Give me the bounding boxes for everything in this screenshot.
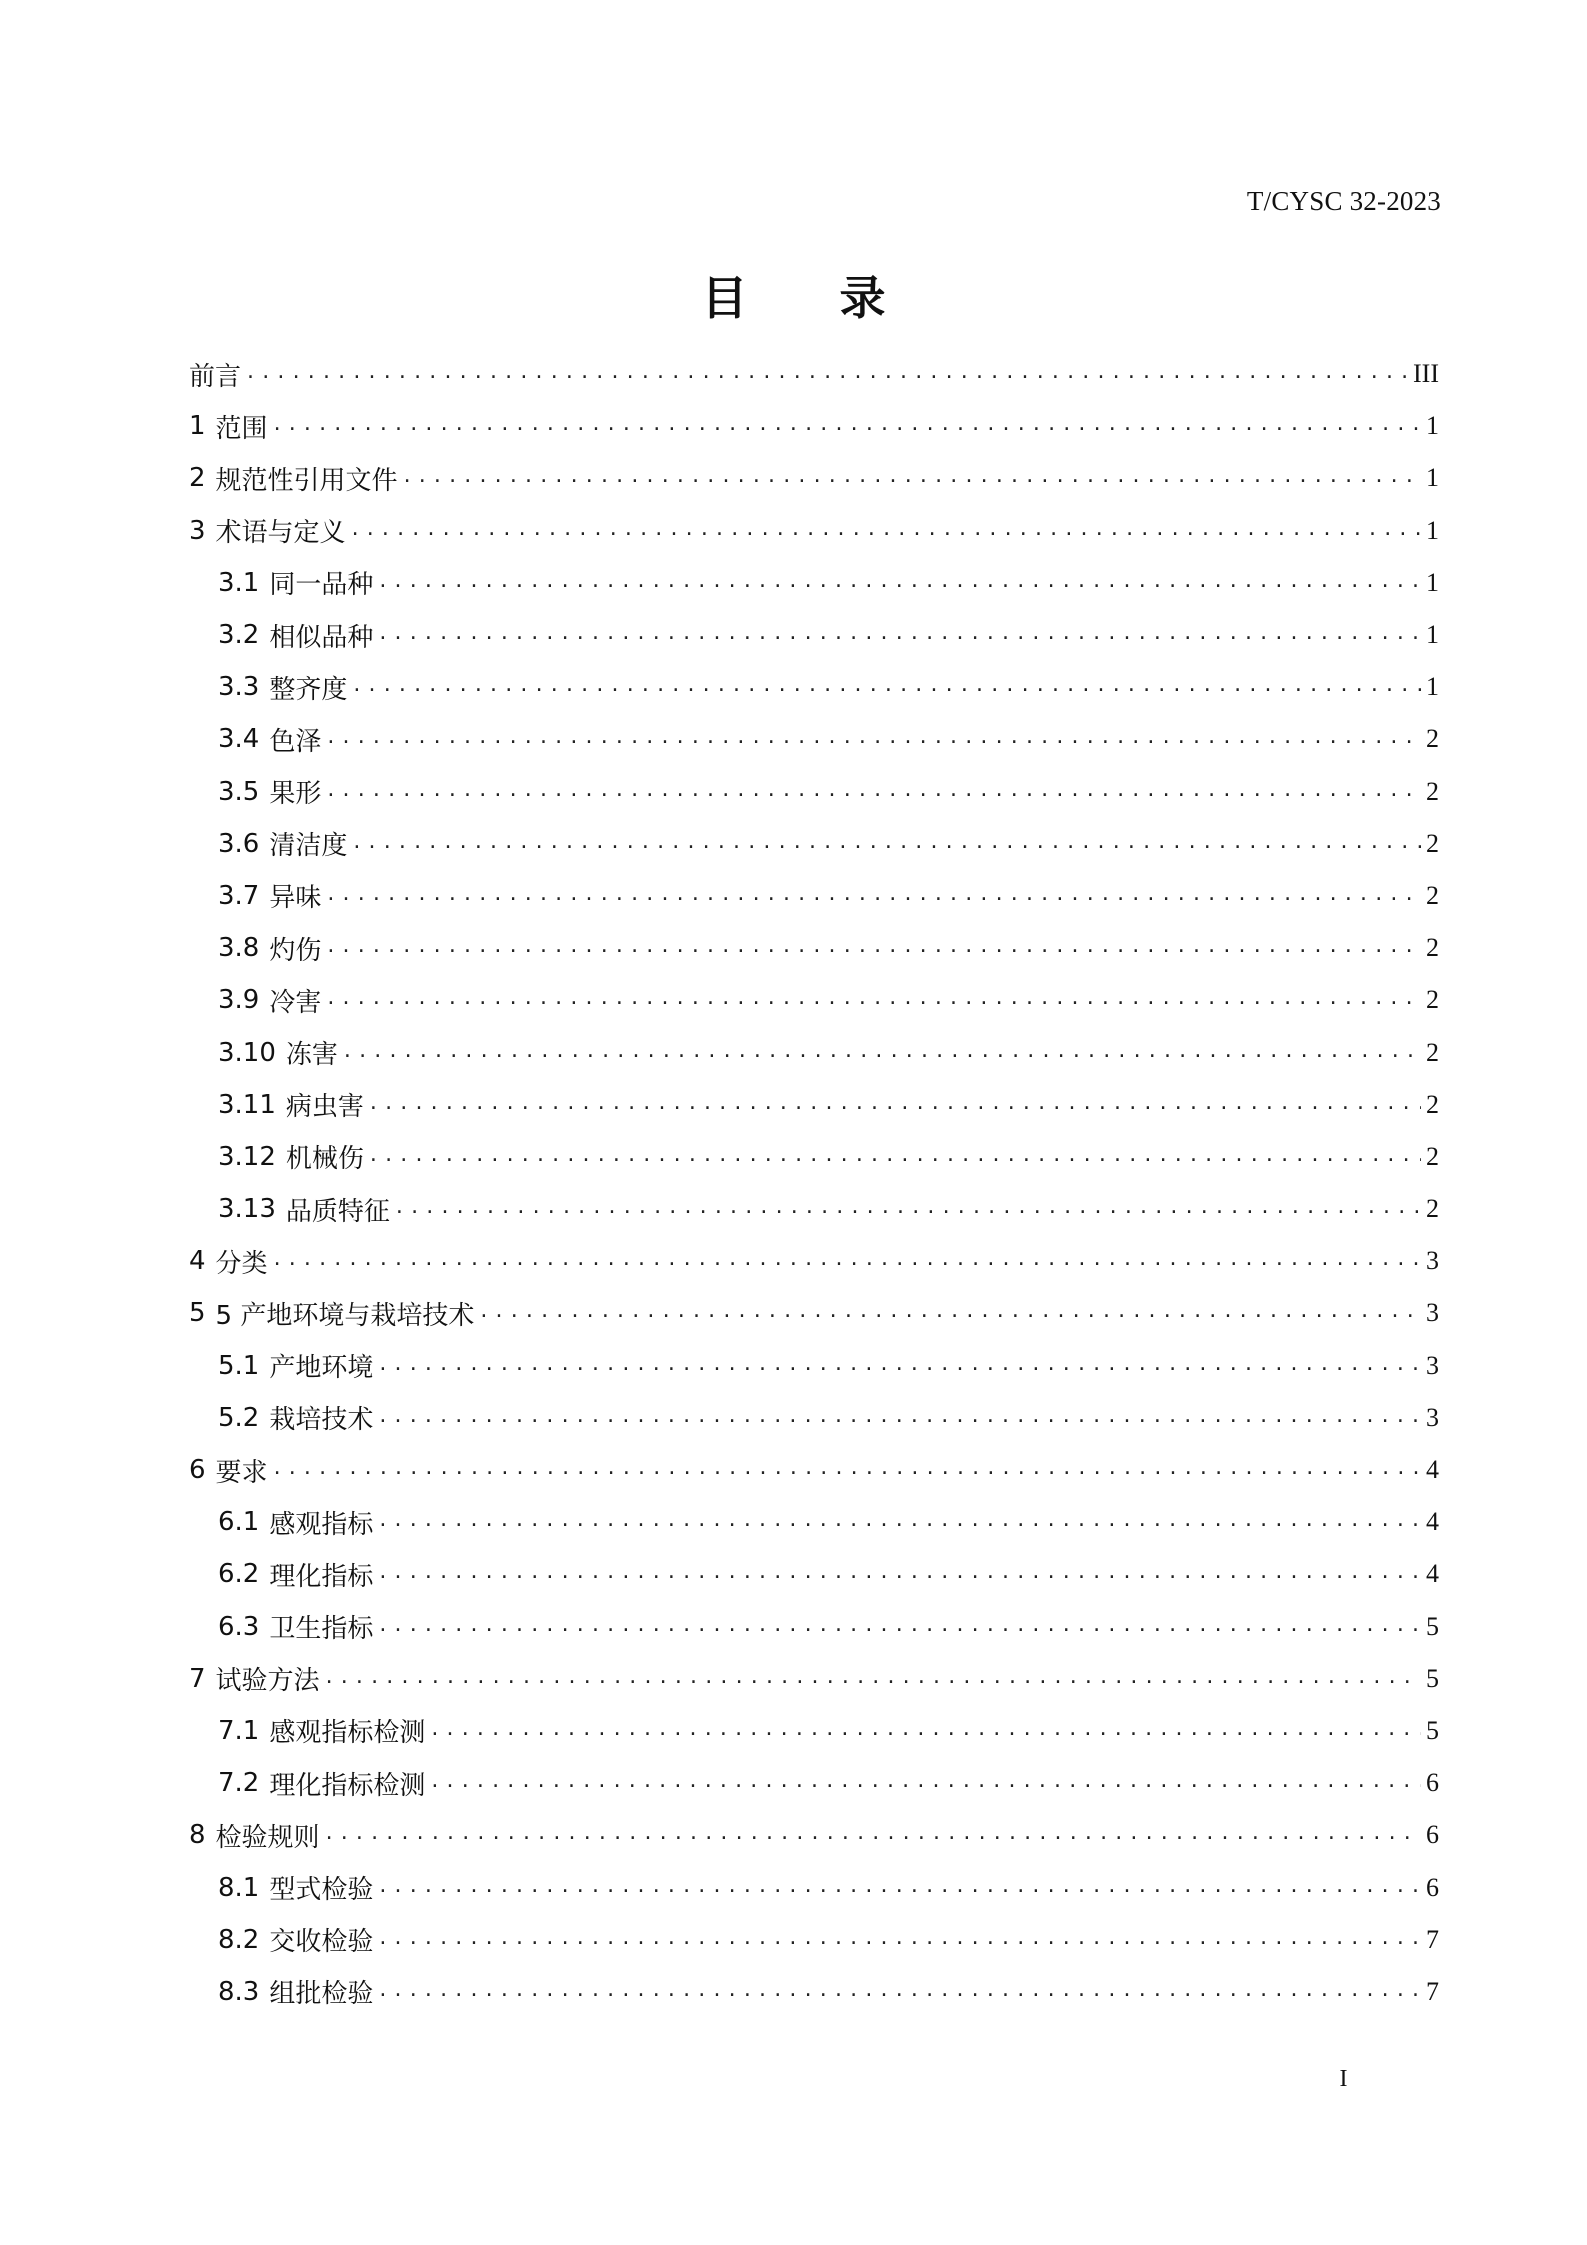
toc-entry[interactable] (189, 1392, 1439, 1444)
toc-entry[interactable] (189, 1496, 1439, 1548)
toc-entry-page: 6 (1426, 1872, 1439, 1902)
toc-entry-number: 3.2 (218, 620, 260, 651)
toc-entry-page: 2 (1426, 985, 1439, 1015)
toc-entry-label: 同一品种 (269, 570, 374, 601)
toc-entry-page: 4 (1426, 1455, 1439, 1485)
toc-entry-label: 冷害 (269, 987, 322, 1018)
toc-entry[interactable] (189, 452, 1439, 504)
toc-entry[interactable] (189, 1444, 1439, 1496)
toc-entry-page: 5 (1426, 1663, 1439, 1693)
toc-entry[interactable] (189, 1131, 1439, 1183)
toc-entry-page: 3 (1426, 1246, 1439, 1276)
toc-entry-page: 5 (1426, 1611, 1439, 1641)
toc-entry[interactable] (189, 1861, 1439, 1913)
toc-entry[interactable] (189, 348, 1439, 400)
toc-entry-number: 4 (189, 1246, 206, 1277)
dot-leader (326, 1820, 1421, 1850)
toc-entry[interactable] (189, 1809, 1439, 1861)
toc-entry-page: 1 (1426, 463, 1439, 493)
toc-entry-page: 3 (1426, 1350, 1439, 1380)
toc-entry-page: 2 (1426, 1194, 1439, 1224)
toc-entry-number: 3.13 (218, 1194, 276, 1225)
toc-entry-label: 异味 (269, 883, 322, 914)
toc-entry-label: 果形 (269, 779, 322, 810)
toc-entry-label: 色泽 (269, 726, 322, 757)
dot-leader (379, 620, 1421, 650)
toc-title: 目 录 (701, 271, 924, 325)
toc-entry-label: 感观指标 (269, 1509, 374, 1540)
toc-entry-page: 4 (1426, 1559, 1439, 1589)
toc-entry-number: 7.2 (218, 1768, 260, 1799)
toc-entry-number: 8.1 (218, 1872, 260, 1903)
toc-entry-number: 6.3 (218, 1611, 260, 1642)
dot-leader (379, 1977, 1421, 2007)
toc-entry[interactable] (189, 1026, 1439, 1078)
toc-entry-page: 2 (1426, 1037, 1439, 1067)
dot-leader (352, 516, 1421, 546)
dot-leader (379, 1403, 1421, 1433)
dot-leader (274, 1246, 1421, 1276)
toc-entry[interactable] (189, 661, 1439, 713)
dot-leader (327, 933, 1421, 963)
dot-leader (326, 1664, 1421, 1694)
dot-leader (353, 829, 1421, 859)
toc-entry-page: 7 (1426, 1924, 1439, 1954)
toc-entry-label: 卫生指标 (269, 1614, 374, 1645)
toc-entry-label: 规范性引用文件 (215, 465, 398, 496)
toc-entry[interactable] (189, 974, 1439, 1026)
toc-entry-page: 1 (1426, 620, 1439, 650)
toc-entry-page: 6 (1426, 1820, 1439, 1850)
toc-entry-number: 3.5 (218, 776, 260, 807)
toc-entry-number: 3.4 (218, 724, 260, 755)
toc-entry-label: 相似品种 (269, 622, 374, 653)
toc-entry[interactable] (189, 1079, 1439, 1131)
toc-entry-label: 整齐度 (269, 674, 348, 705)
toc-entry-number: 2 (189, 463, 206, 494)
dot-leader (431, 1768, 1421, 1798)
toc-entry[interactable] (189, 870, 1439, 922)
toc-entry-page: 4 (1426, 1507, 1439, 1537)
toc-entry-label: 术语与定义 (215, 518, 346, 549)
dot-leader (379, 1351, 1421, 1381)
toc-entry[interactable] (189, 766, 1439, 818)
dot-leader (353, 672, 1421, 702)
toc-entry[interactable] (189, 1548, 1439, 1600)
toc-entry-number: 6.1 (218, 1507, 260, 1538)
toc-entry-label: 检验规则 (215, 1822, 320, 1853)
toc-entry-label: 5 产地环境与栽培技术 (215, 1300, 475, 1331)
toc-entry-page: 5 (1426, 1715, 1439, 1745)
toc-entry-page: 1 (1426, 567, 1439, 597)
dot-leader (379, 1612, 1421, 1642)
toc-entry-label: 型式检验 (269, 1875, 374, 1906)
toc-entry-label: 清洁度 (269, 831, 348, 862)
dot-leader (274, 411, 1421, 441)
toc-entry-page: 2 (1426, 1141, 1439, 1171)
toc-entry-number: 5 (189, 1298, 206, 1329)
dot-leader (274, 1455, 1421, 1485)
toc-entry-number: 3.12 (218, 1141, 276, 1172)
toc-entry-number: 3.8 (218, 933, 260, 964)
dot-leader (379, 1559, 1421, 1589)
toc-entry-page: 2 (1426, 880, 1439, 910)
dot-leader (379, 1507, 1421, 1537)
toc-entry-label: 冻害 (285, 1040, 338, 1071)
toc-entry-page: 2 (1426, 776, 1439, 806)
toc-entry-page: 6 (1426, 1768, 1439, 1798)
toc-entry-page: 1 (1426, 515, 1439, 545)
dot-leader (404, 463, 1421, 493)
toc-entry-label: 灼伤 (269, 935, 322, 966)
toc-entry-number: 3.6 (218, 828, 260, 859)
toc-entry-label: 组批检验 (269, 1979, 374, 2010)
toc-entry[interactable] (189, 1757, 1439, 1809)
toc-entry-label: 理化指标检测 (269, 1770, 426, 1801)
toc-entry[interactable] (189, 713, 1439, 765)
toc-entry[interactable] (189, 818, 1439, 870)
toc-entry-number: 3.11 (218, 1089, 276, 1120)
toc-entry-number: 6 (189, 1455, 206, 1486)
dot-leader (370, 1142, 1421, 1172)
toc-entry[interactable] (189, 609, 1439, 661)
toc-entry-label: 分类 (215, 1248, 268, 1279)
toc-entry-number: 3 (189, 515, 206, 546)
toc-entry[interactable] (189, 505, 1439, 557)
dot-leader (396, 1194, 1421, 1224)
dot-leader (480, 1298, 1421, 1328)
toc-entry-label: 范围 (215, 413, 268, 444)
toc-entry[interactable] (189, 1653, 1439, 1705)
dot-leader (370, 1090, 1421, 1120)
document-code: T/CYSC 32-2023 (1246, 186, 1441, 216)
toc-entry-page: 7 (1426, 1976, 1439, 2006)
toc-entry-number: 8.2 (218, 1924, 260, 1955)
toc-entry[interactable] (189, 1235, 1439, 1287)
page-number: I (1339, 2066, 1348, 2092)
dot-leader (379, 568, 1421, 598)
toc-entry[interactable] (189, 1966, 1439, 2018)
toc-entry-page: 3 (1426, 1298, 1439, 1328)
dot-leader (247, 359, 1409, 389)
toc-entry-number: 7.1 (218, 1715, 260, 1746)
toc-entry[interactable] (189, 1183, 1439, 1235)
toc-entry-label: 感观指标检测 (269, 1718, 426, 1749)
toc-entry-number: 5.1 (218, 1350, 260, 1381)
toc-entry[interactable] (189, 1287, 1439, 1339)
toc-entry-number: 5.2 (218, 1402, 260, 1433)
toc-entry-page: 2 (1426, 1089, 1439, 1119)
table-of-contents (189, 348, 1439, 2018)
dot-leader (379, 1873, 1421, 1903)
toc-entry[interactable] (189, 1601, 1439, 1653)
toc-entry-number: 7 (189, 1663, 206, 1694)
dot-leader (431, 1716, 1421, 1746)
toc-entry-page: 1 (1426, 672, 1439, 702)
toc-entry-number: 3.10 (218, 1037, 276, 1068)
toc-entry-number: 3.9 (218, 985, 260, 1016)
toc-entry-page: 2 (1426, 933, 1439, 963)
toc-entry-label: 理化指标 (269, 1561, 374, 1592)
toc-entry-page: 2 (1426, 724, 1439, 754)
toc-entry-label: 试验方法 (215, 1666, 320, 1697)
toc-entry-number: 3.7 (218, 880, 260, 911)
dot-leader (327, 985, 1421, 1015)
dot-leader (327, 724, 1421, 754)
toc-entry-label: 栽培技术 (269, 1405, 374, 1436)
toc-entry-label: 产地环境 (269, 1353, 374, 1384)
toc-entry-number: 8 (189, 1820, 206, 1851)
dot-leader (327, 777, 1421, 807)
toc-entry-page: 3 (1426, 1402, 1439, 1432)
toc-entry-label: 交收检验 (269, 1927, 374, 1958)
toc-entry[interactable] (189, 1340, 1439, 1392)
dot-leader (327, 881, 1421, 911)
toc-entry[interactable] (189, 1914, 1439, 1966)
dot-leader (379, 1925, 1421, 1955)
toc-entry-label: 病虫害 (285, 1092, 364, 1123)
toc-entry-number: 3.3 (218, 672, 260, 703)
toc-entry-page: III (1413, 359, 1439, 389)
toc-entry-number: 6.2 (218, 1559, 260, 1590)
toc-entry-label: 品质特征 (285, 1196, 390, 1227)
toc-entry[interactable] (189, 1705, 1439, 1757)
toc-entry-number: 1 (189, 411, 206, 442)
toc-entry-number: 8.3 (218, 1976, 260, 2007)
toc-entry-page: 2 (1426, 828, 1439, 858)
dot-leader (344, 1038, 1421, 1068)
toc-entry[interactable] (189, 400, 1439, 452)
toc-entry[interactable] (189, 922, 1439, 974)
toc-entry-label: 前言 (189, 361, 242, 392)
toc-entry-number: 3.1 (218, 567, 260, 598)
toc-entry-label: 机械伤 (285, 1144, 364, 1175)
toc-entry-label: 要求 (215, 1457, 268, 1488)
toc-entry[interactable] (189, 557, 1439, 609)
toc-entry-page: 1 (1426, 411, 1439, 441)
